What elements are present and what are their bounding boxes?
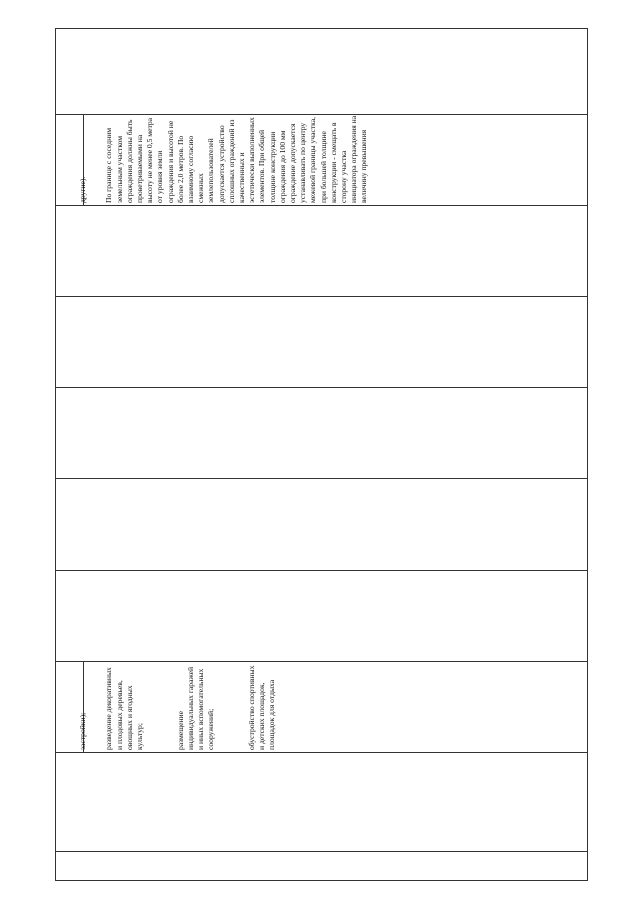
row-divider <box>56 478 587 479</box>
uses-cell-main <box>84 662 324 750</box>
document-table <box>55 28 588 881</box>
uses-item-2: размещение индивидуальных гаражей и иных вспомогательных сооружений; <box>175 665 216 750</box>
row-divider <box>56 387 587 388</box>
fence-cell-main <box>84 115 564 203</box>
row-divider <box>56 205 587 206</box>
row-divider <box>56 296 587 297</box>
fence-continuation: другие). <box>78 176 88 203</box>
uses-item-3: обустройство спортивных и детских площадок, площадок для отдыха <box>246 663 277 750</box>
uses-item-1: разведение декоративных и плодовых деревьев, овощных и ягодных культур; <box>104 665 145 750</box>
row-divider <box>56 570 587 571</box>
fence-requirements: По границе с соседним земельным участком ограждения должны быть проветриваемыми на высоту не менее 0,5 метра от уровня земли ограждения и высотой не более 2,0 метров. По взаимному согласию смежных землепользователей допускается устройство сплошных ограждений из качественных и эстетически выполненных элементов. При общей толщине конструкции ограждения до 100 мм ограждение допускается устанавливать по центру межевой границы участка, при большей толщине конструкции - смещать в сторону участка инициатора ограждения на величину превышения <box>104 114 369 203</box>
row-divider <box>56 752 587 753</box>
uses-continuation: застройки); <box>78 712 88 750</box>
row-divider <box>56 851 587 852</box>
